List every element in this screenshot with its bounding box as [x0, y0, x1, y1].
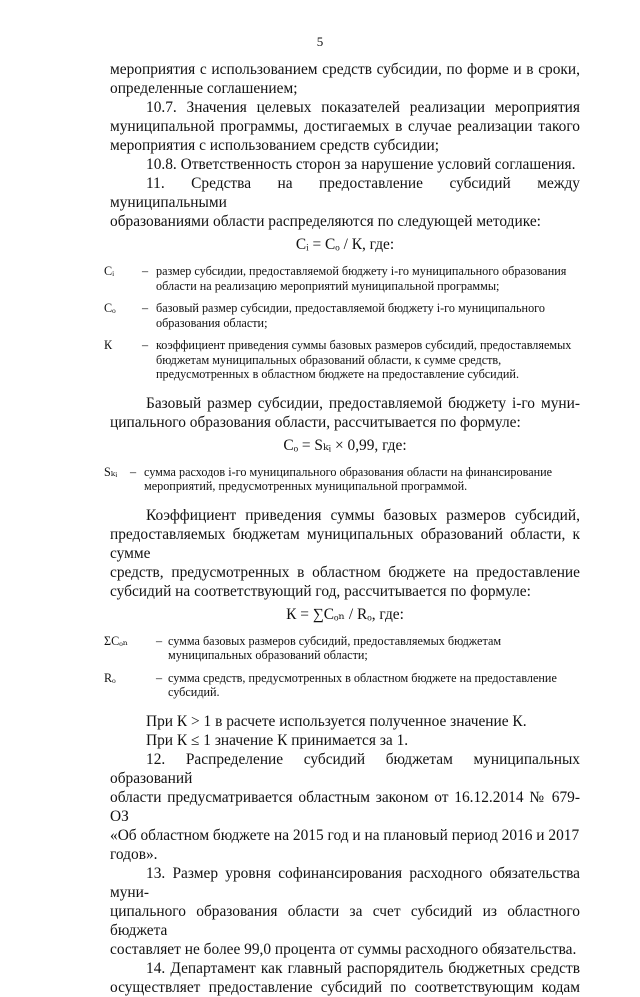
p1-line2: определенные соглашением; — [110, 80, 298, 97]
definition-item: Cₒ – базовый размер субсидии, предоставляемой бюджету i-го муниципального образования области; — [104, 301, 580, 330]
p4-line2: образованиями области распределяются по следующей методике: — [110, 213, 541, 230]
definition-text: коэффициент приведения суммы базовых размеров субсидий, предоставляемых бюджетам муниципальных образований области, к сумме средств, предусмотренных в областном бюджете на предоставление субсидий. — [156, 338, 572, 381]
p11-line1: 14. Департамент как главный распорядитель бюджетных средств — [146, 959, 580, 977]
p10-line2: ципального образования области за счет субсидий из областного бюджета — [110, 902, 580, 939]
definition-item: К – коэффициент приведения суммы базовых размеров субсидий, предоставляемых бюджетам муниципальных образований области, к сумме средств, предусмотренных в областном бюджете на предоставление субсидий. — [104, 338, 580, 382]
p6-line4: субсидий на соответствующий год, рассчитывается по формуле: — [110, 582, 531, 600]
definitions-3 — [104, 633, 580, 700]
p9-line3: «Об областном бюджете на 2015 год и на плановый период 2016 и 2017 годов». — [110, 826, 580, 863]
definition-text: сумма расходов i-го муниципального образования области на финансирование мероприятий, предусмотренных муниципальной программой. — [144, 464, 553, 493]
p4-line1: 11. Средства на предоставление субсидий между муниципальными — [110, 175, 580, 211]
formula-3: К = ∑Cₒₙ / Rₒ, где: — [286, 605, 404, 623]
definition-item: Cᵢ – размер субсидии, предоставляемой бюджету i-го муниципального образования области на реализацию мероприятий муниципальной программы; — [104, 264, 580, 293]
p5-line1: Базовый размер субсидии, предоставляемой бюджету i-го муни- — [146, 394, 580, 412]
p7: При К > 1 в расчете используется полученное значение К. — [146, 712, 527, 730]
p3: 10.8. Ответственность сторон за нарушение условий соглашения. — [146, 156, 576, 173]
p2-line3: мероприятия с использованием средств субсидии; — [110, 137, 439, 154]
definition-symbol: Cᵢ — [104, 264, 115, 278]
definitions-2 — [104, 464, 580, 494]
p8: При К ≤ 1 значение К принимается за 1. — [146, 731, 409, 749]
definition-text: сумма базовых размеров субсидий, предоставляемых бюджетам муниципальных образований области; — [168, 633, 502, 662]
p10-line1: 13. Размер уровня софинансирования расходного обязательства муни- — [110, 864, 580, 901]
formula-1: Cᵢ = Cₒ / К, где: — [295, 236, 395, 253]
page-number: 5 — [316, 34, 324, 49]
definition-symbol: Cₒ — [104, 301, 116, 315]
definition-item: Sₖᵢ – сумма расходов i-го муниципального образования области на финансирование мероприятий, предусмотренных муниципальной программой. — [104, 465, 580, 494]
definition-symbol: К — [104, 338, 113, 352]
definition-symbol: Sₖᵢ — [104, 464, 118, 479]
definitions-1 — [104, 264, 580, 382]
definition-item: Rₒ – сумма средств, предусмотренных в областном бюджете на предоставление субсидий. — [104, 671, 580, 700]
definition-symbol: Rₒ — [104, 670, 116, 685]
p10-line3: составляет не более 99,0 процента от суммы расходного обязательства. — [110, 940, 577, 958]
document-body — [104, 60, 580, 997]
p2-line2: муниципальной программы, достигаемых в случае реализации такого — [110, 118, 580, 135]
formula-2: Cₒ = Sₖᵢ × 0,99, где: — [283, 436, 407, 454]
definition-symbol: ΣCₒₙ — [104, 633, 129, 648]
p6-line3: средств, предусмотренных в областном бюджете на предоставление — [110, 563, 580, 581]
definition-text: сумма средств, предусмотренных в областном бюджете на предоставление субсидий. — [168, 670, 557, 699]
p11-line2: осуществляет предоставление субсидий по соответствующим кодам — [110, 978, 580, 996]
p6-line2: предоставляемых бюджетам муниципальных образований области, к сумме — [110, 525, 580, 562]
definition-text: базовый размер субсидии, предоставляемой бюджету i-го муниципального образования области; — [156, 301, 545, 330]
definition-text: размер субсидии, предоставляемой бюджету i-го муниципального образования области на реализацию мероприятий муниципальной программы; — [156, 264, 567, 293]
p9-line2: области предусматривается областным законом от 16.12.2014 № 679-ОЗ — [110, 788, 580, 825]
definition-item: ΣCₒₙ – сумма базовых размеров субсидий, предоставляемых бюджетам муниципальных образований области; — [104, 634, 580, 663]
p1-line1: мероприятия с использованием средств субсидии, по форме и в сроки, — [110, 61, 580, 78]
p5-line2: ципального образования области, рассчитывается по формуле: — [110, 413, 521, 431]
p2-line1: 10.7. Значения целевых показателей реализации мероприятия — [146, 99, 580, 116]
p9-line1: 12. Распределение субсидий бюджетам муниципальных образований — [110, 750, 580, 787]
p6-line1: Коэффициент приведения суммы базовых размеров субсидий, — [146, 506, 580, 524]
